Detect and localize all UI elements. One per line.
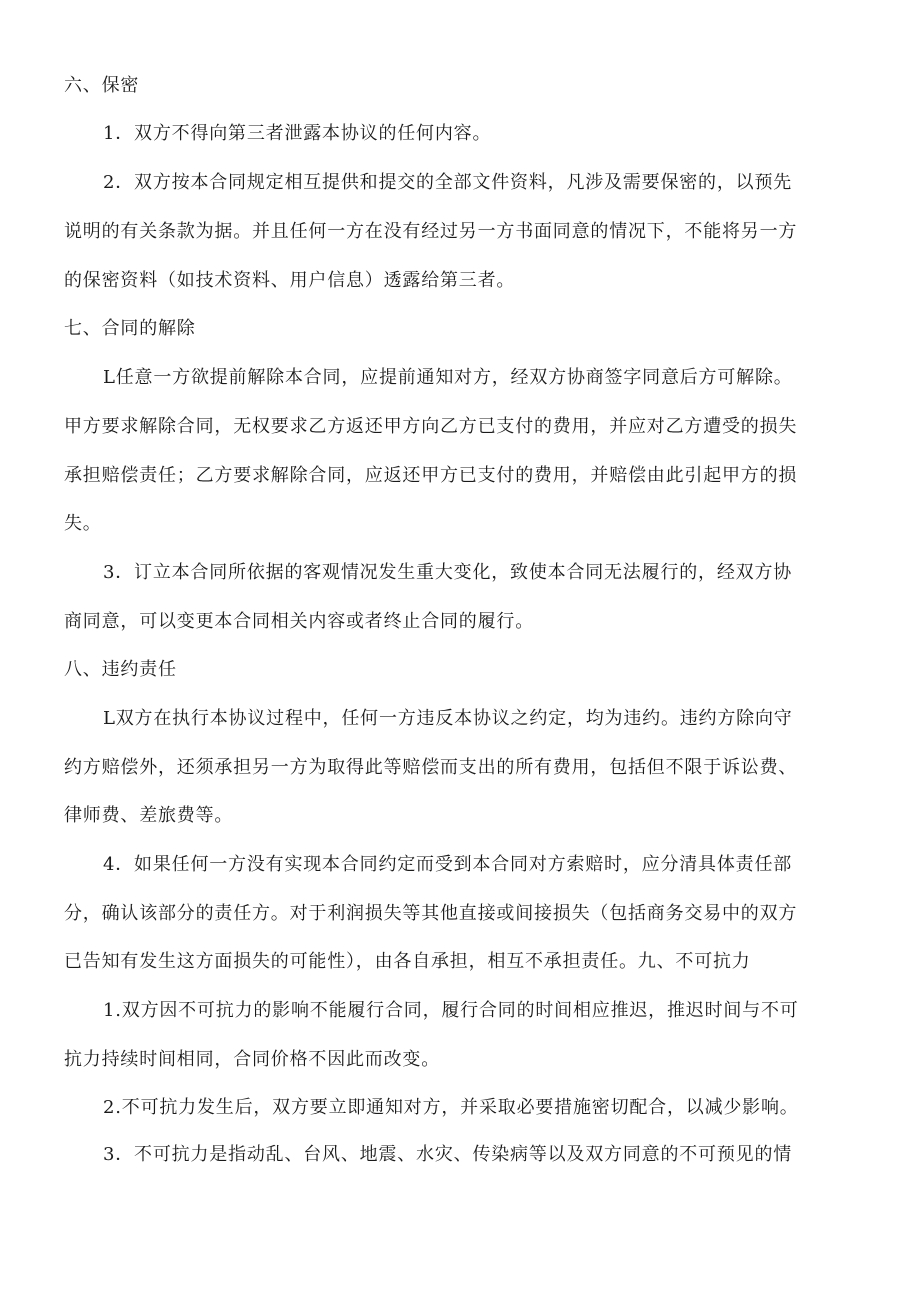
paragraph-line: 1．双方不得向第三者泄露本协议的任何内容。	[103, 123, 492, 144]
section-heading-termination: 七、合同的解除	[64, 318, 196, 339]
paragraph-line: 甲方要求解除合同，无权要求乙方返还甲方向乙方已支付的费用，并应对乙方遭受的损失	[64, 416, 798, 437]
paragraph-line: L双方在执行本协议过程中，任何一方违反本协议之约定，均为违约。违约方除向守	[103, 708, 793, 729]
paragraph-line: 已告知有发生这方面损失的可能性），由各自承担，相互不承担责任。九、不可抗力	[64, 951, 751, 972]
paragraph-line: 3．订立本合同所依据的客观情况发生重大变化，致使本合同无法履行的，经双方协	[103, 562, 793, 583]
paragraph-line: 分，确认该部分的责任方。对于利润损失等其他直接或间接损失（包括商务交易中的双方	[64, 903, 798, 924]
paragraph-line: 抗力持续时间相同，合同价格不因此而改变。	[64, 1049, 440, 1070]
paragraph-line: 1.双方因不可抗力的影响不能履行合同，履行合同的时间相应推迟，推迟时间与不可	[103, 1000, 799, 1021]
paragraph-line: 2．双方按本合同规定相互提供和提交的全部文件资料，凡涉及需要保密的，以预先	[103, 172, 793, 193]
paragraph-line: 失。	[64, 513, 102, 534]
paragraph-line: 约方赔偿外，还须承担另一方为取得此等赔偿而支出的所有费用，包括但不限于诉讼费、	[64, 757, 798, 778]
paragraph-line: 的保密资料（如技术资料、用户信息）透露给第三者。	[64, 270, 516, 291]
paragraph-line: 律师费、差旅费等。	[64, 805, 234, 826]
paragraph-line: 3．不可抗力是指动乱、台风、地震、水灾、传染病等以及双方同意的不可预见的情	[103, 1144, 793, 1165]
section-heading-confidentiality: 六、保密	[64, 75, 140, 96]
paragraph-line: 2.不可抗力发生后，双方要立即通知对方，并采取必要措施密切配合，以减少影响。	[103, 1097, 799, 1118]
paragraph-line: 承担赔偿责任；乙方要求解除合同，应返还甲方已支付的费用，并赔偿由此引起甲方的损	[64, 465, 798, 486]
paragraph-line: 4．如果任何一方没有实现本合同约定而受到本合同对方索赔时，应分清具体责任部	[103, 854, 793, 875]
paragraph-line: 商同意，可以变更本合同相关内容或者终止合同的履行。	[64, 611, 534, 632]
section-heading-liability: 八、违约责任	[64, 659, 177, 680]
paragraph-line: L任意一方欲提前解除本合同，应提前通知对方，经双方协商签字同意后方可解除。	[103, 367, 793, 388]
paragraph-line: 说明的有关条款为据。并且任何一方在没有经过另一方书面同意的情况下，不能将另一方	[64, 221, 798, 242]
